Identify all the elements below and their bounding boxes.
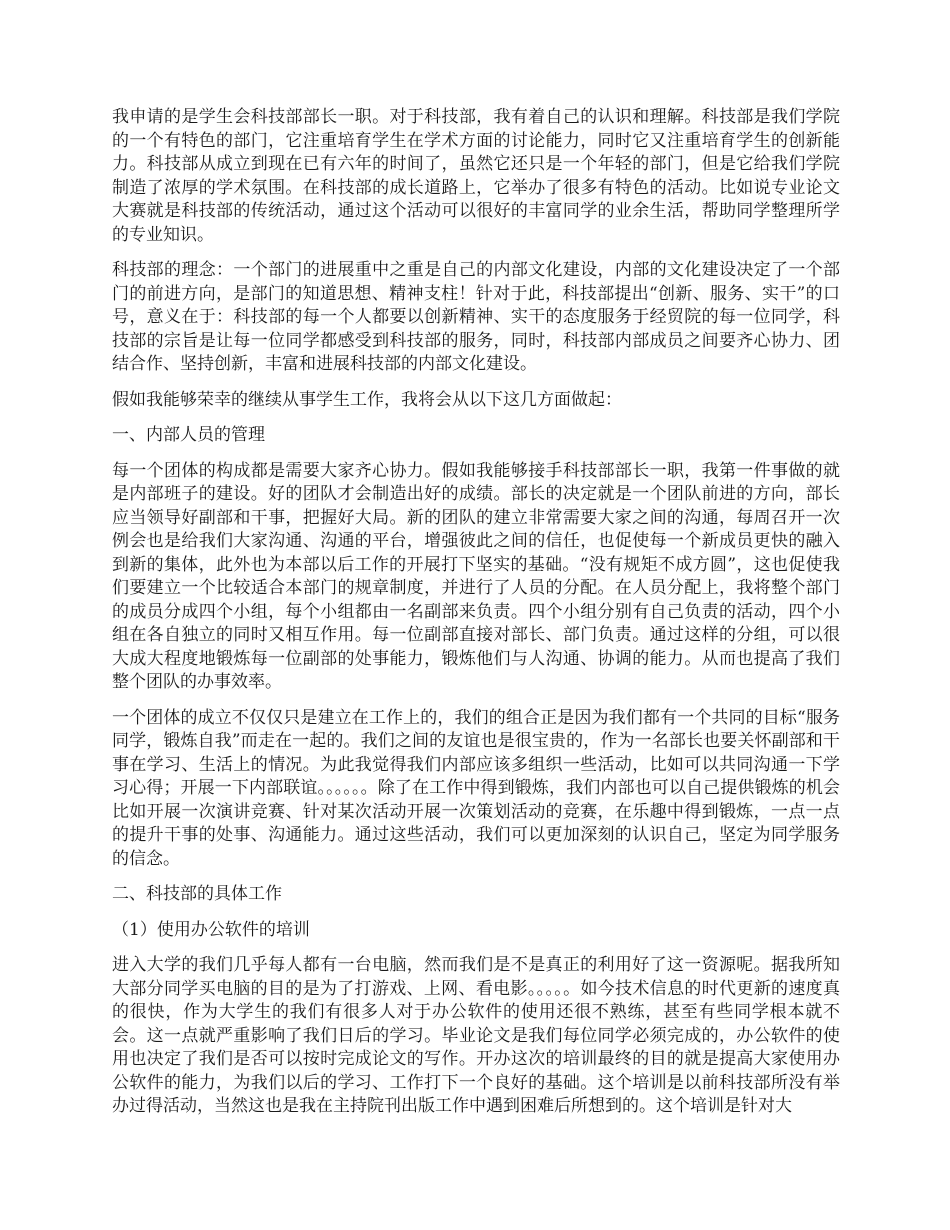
document-body [112,106,840,1131]
section-heading-specific-work: 二、科技部的具体工作 [112,884,282,904]
paragraph-philosophy: 科技部的理念：一个部门的进展重中之重是自己的内部文化建设，内部的文化建设决定了一个部门的前进方向，是部门的知道思想、精神支柱！针对于此，科技部提出“创新、服务、实干”的口号，意义在于：科技部的每一个人都要以创新精神、实干的态度服务于经贸院的每一位同学，科技部的宗旨是让每一位同学都感受到科技部的服务，同时，科技部内部成员之间要齐心协力、团结合作、坚持创新，丰富和进展科技部的内部文化建设。 [112,260,840,374]
paragraph-team-building: 每一个团体的构成都是需要大家齐心协力。假如我能够接手科技部部长一职，我第一件事做的就是内部班子的建设。好的团队才会制造出好的成绩。部长的决定就是一个团队前进的方向，部长应当领导好副部和干事，把握好大局。新的团队的建立非常需要大家之间的沟通，每周召开一次例会也是给我们大家沟通、沟通的平台，增强彼此之间的信任，也促使每一个新成员更快的融入到新的集体，此外也为本部以后工作的开展打下坚实的基础。“没有规矩不成方圆”，这也促使我们要建立一个比较适合本部门的规章制度，并进行了人员的分配。在人员分配上，我将整个部门的成员分成四个小组，每个小组都由一名副部来负责。四个小组分别有自己负责的活动，四个小组在各自独立的同时又相互作用。每一位副部直接对部长、部门负责。通过这样的分组，可以很大成大程度地锻炼每一位副部的处事能力，锻炼他们与人沟通、协调的能力。从而也提高了我们整个团队的办事效率。 [112,460,840,692]
paragraph-intro: 我申请的是学生会科技部部长一职。对于科技部，我有着自己的认识和理解。科技部是我们学院的一个有特色的部门，它注重培育学生在学术方面的讨论能力，同时它又注重培育学生的创新能力。科技部从成立到现在已有六年的时间了，虽然它还只是一个年轻的部门，但是它给我们学院制造了浓厚的学术氛围。在科技部的成长道路上，它举办了很多有特色的活动。比如说专业论文大赛就是科技部的传统活动，通过这个活动可以很好的丰富同学的业余生活，帮助同学整理所学的专业知识。 [112,107,840,245]
paragraph-plan: 假如我能够荣幸的继续从事学生工作，我将会从以下这几方面做起： [112,389,622,410]
paragraph-team-friendship: 一个团体的成立不仅仅只是建立在工作上的，我们的组合正是因为我们都有一个共同的目标“服务同学，锻炼自我”而走在一起的。我们之间的友谊也是很宝贵的，作为一名部长也要关怀副部和干事在学习、生活上的情况。为此我觉得我们内部应该多组织一些活动，比如可以共同沟通一下学习心得；开展一下内部联谊。。。。。。除了在工作中得到锻炼，我们内部也可以自己提供锻炼的机会比如开展一次演讲竞赛、针对某次活动开展一次策划活动的竞赛，在乐趣中得到锻炼，一点一点的提升干事的处事、沟通能力。通过这些活动，我们可以更加深刻的认识自己，坚定为同学服务的信念。 [112,707,840,869]
subsection-heading-office-training: （1）使用办公软件的培训 [112,919,310,940]
section-heading-internal-management: 一、内部人员的管理 [112,425,265,445]
paragraph-office-training: 进入大学的我们几乎每人都有一台电脑，然而我们是不是真正的利用好了这一资源呢。据我所知大部分同学买电脑的目的是为了打游戏、上网、看电影。。。。。如今技术信息的时代更新的速度真的很快，作为大学生的我们有很多人对于办公软件的使用还很不熟练，甚至有些同学根本就不会。这一点就严重影响了我们日后的学习。毕业论文是我们每位同学必须完成的，办公软件的使用也决定了我们是否可以按时完成论文的写作。开办这次的培训最终的目的就是提高大家使用办公软件的能力，为我们以后的学习、工作打下一个良好的基础。这个培训是以前科技部所没有举办过得活动，当然这也是我在主持院刊出版工作中遇到困难后所想到的。这个培训是针对大 [112,955,840,1116]
